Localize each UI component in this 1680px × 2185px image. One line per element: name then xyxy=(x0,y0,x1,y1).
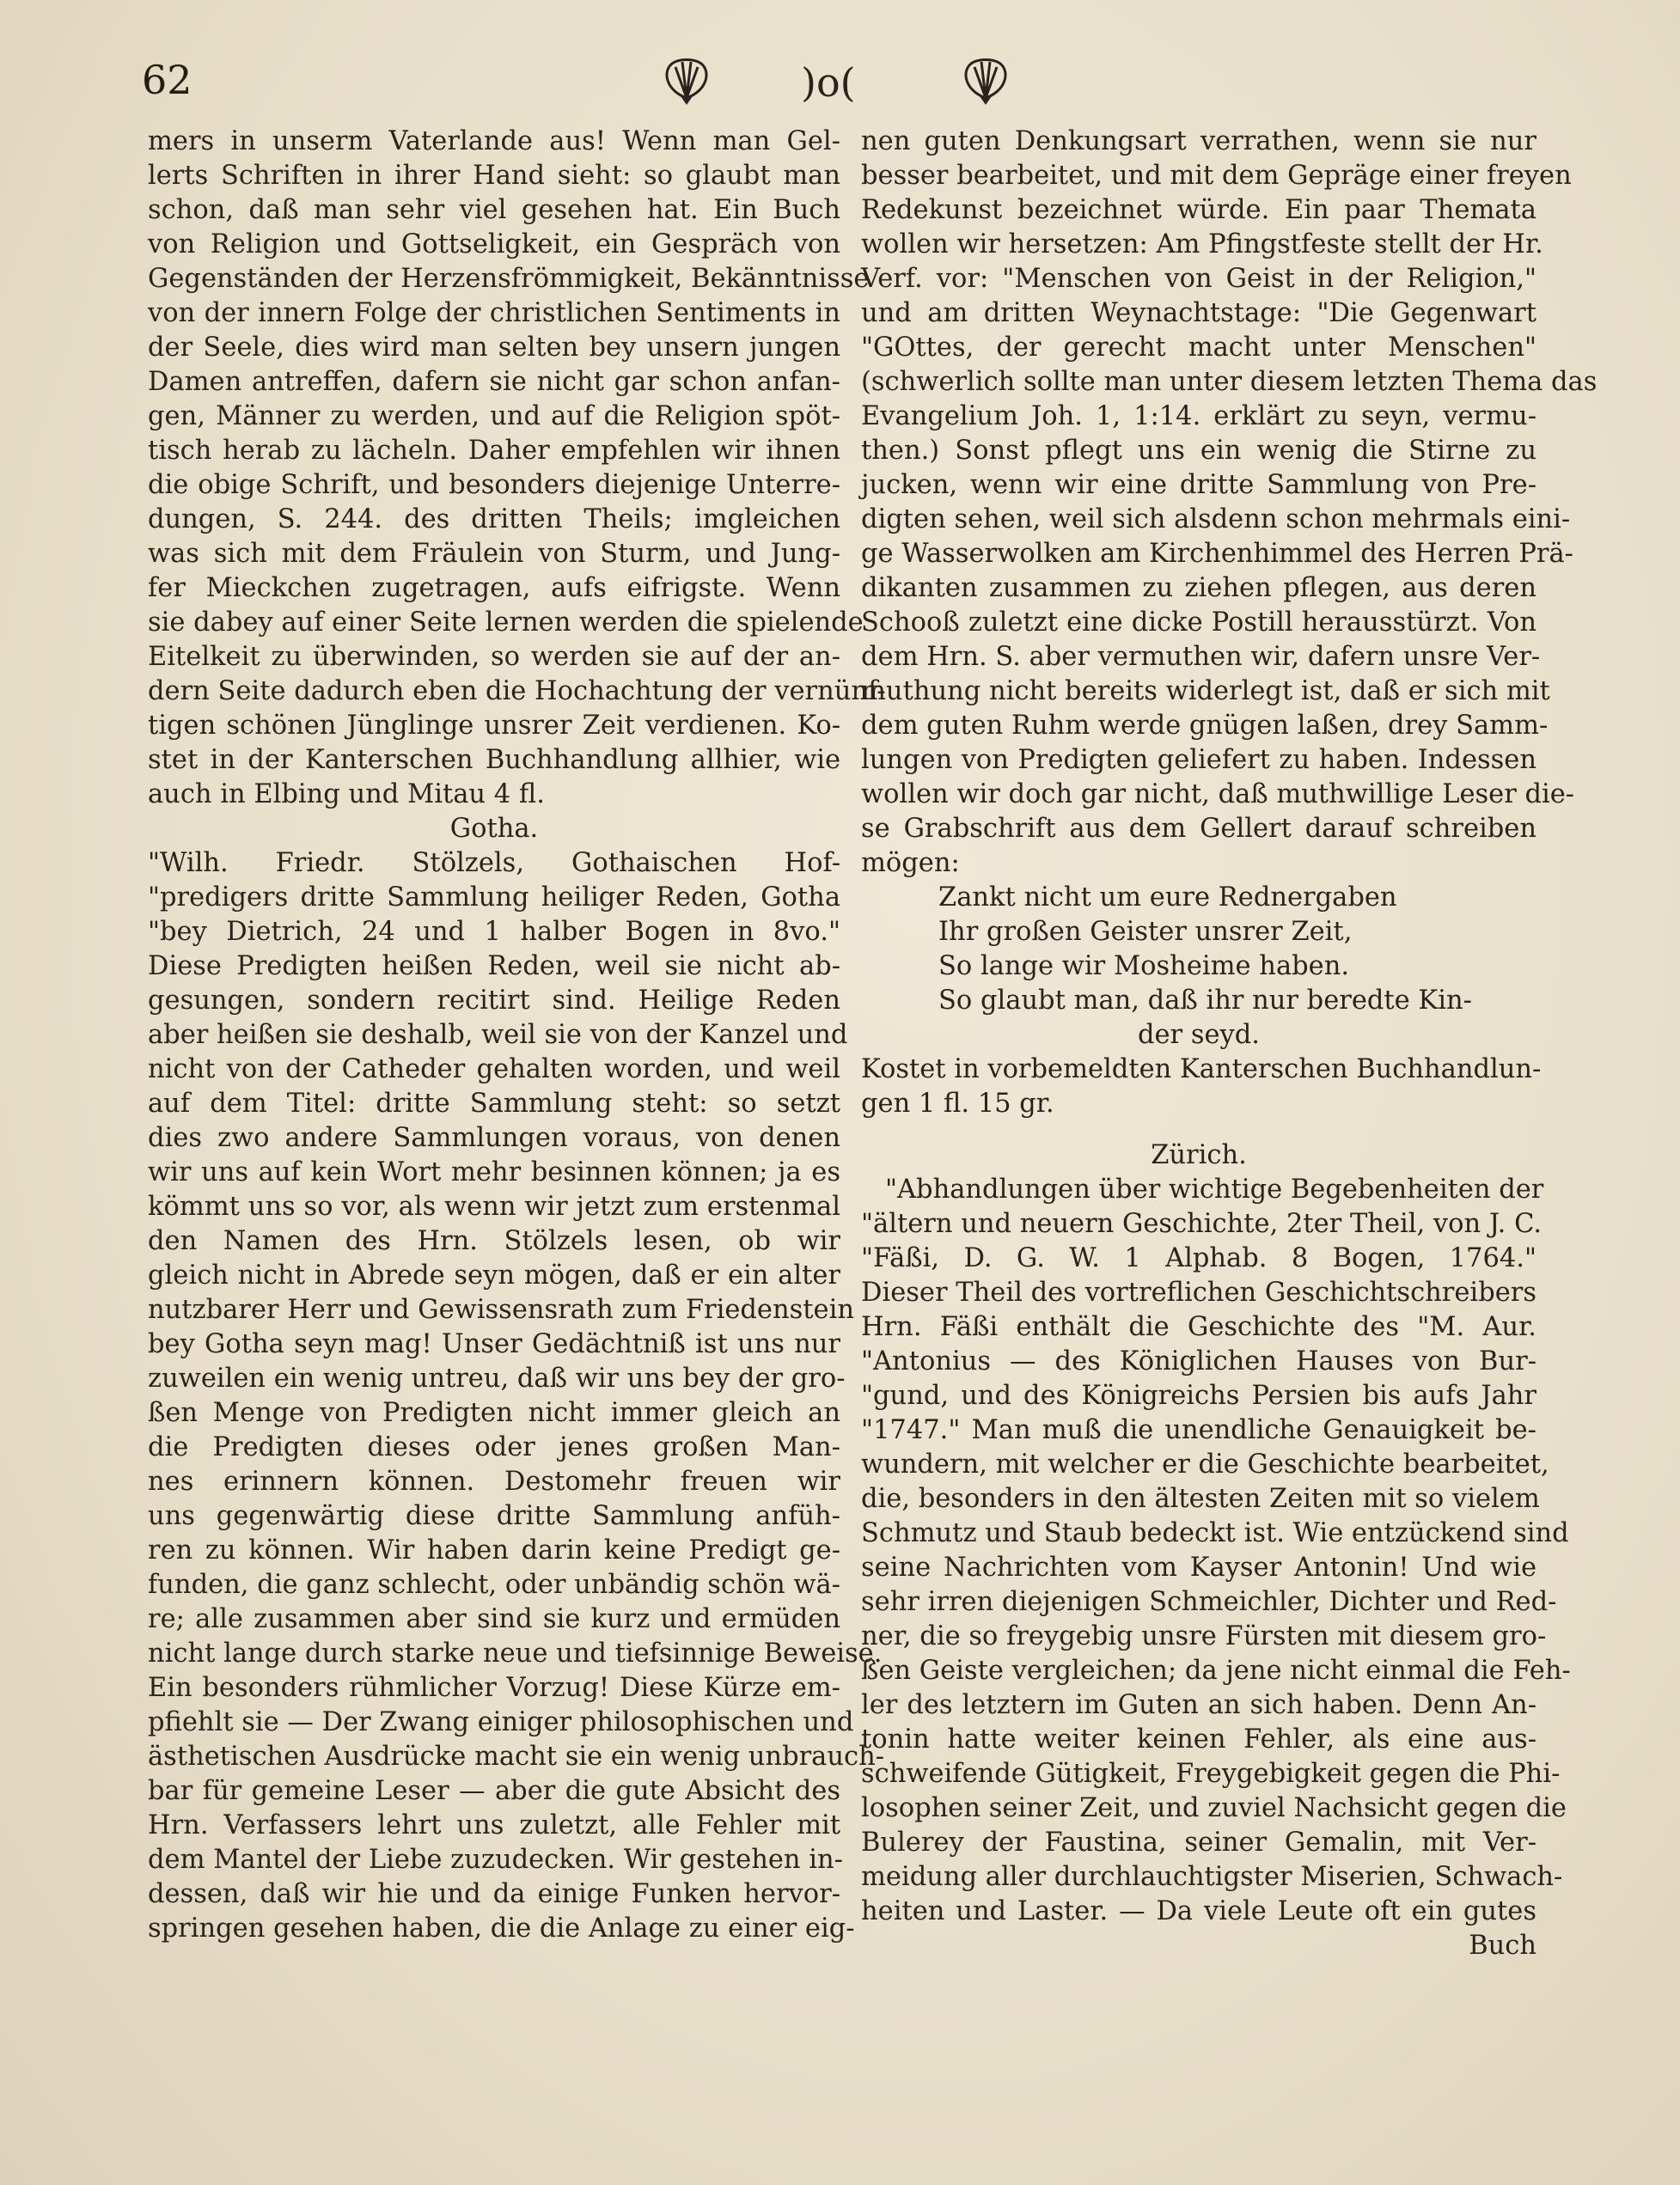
text-line: Eitelkeit zu überwinden, so werden sie auf der an- xyxy=(148,642,840,672)
text-line: Dieser Theil des vortreflichen Geschichtschreibers xyxy=(861,1278,1536,1308)
text-line: von Religion und Gottseligkeit, ein Gespräch von xyxy=(148,229,840,259)
text-line: tigen schönen Jünglinge unsrer Zeit verdienen. Ko- xyxy=(148,711,840,741)
text-line: funden, die ganz schlecht, oder unbändig schön wä- xyxy=(148,1570,840,1600)
poem-line: Zankt nicht um eure Rednergaben xyxy=(938,882,1397,912)
text-line: Gegenständen der Herzensfrömmigkeit, Bekänntnisse xyxy=(148,264,870,294)
text-line: dies zwo andere Sammlungen voraus, von denen xyxy=(148,1123,840,1153)
text-line: fer Mieckchen zugetragen, aufs eifrigste. Wenn xyxy=(148,573,840,603)
text-line: (schwerlich sollte man unter diesem letzten Thema das xyxy=(861,367,1598,397)
text-line: wollen wir hersetzen: Am Pfingstfeste stellt der Hr. xyxy=(861,229,1543,259)
text-line: wir uns auf kein Wort mehr besinnen können; ja es xyxy=(148,1157,840,1187)
text-line: seine Nachrichten vom Kayser Antonin! Und wie xyxy=(861,1553,1536,1583)
text-line: lerts Schriften in ihrer Hand sieht: so glaubt man xyxy=(148,161,840,191)
text-line: Verf. vor: "Menschen von Geist in der Religion," xyxy=(861,264,1536,294)
poem-line: So glaubt man, daß ihr nur beredte Kin- xyxy=(938,986,1472,1016)
text-line: wollen wir doch gar nicht, daß muthwillige Leser die- xyxy=(861,779,1575,809)
left-text-column xyxy=(148,125,886,1946)
center-ornament: )o( xyxy=(801,59,856,106)
text-line: bar für gemeine Leser — aber die gute Absicht des xyxy=(148,1776,840,1806)
text-line: lungen von Predigten geliefert zu haben. Indessen xyxy=(861,745,1536,775)
catchword: Buch xyxy=(1469,1931,1536,1961)
text-line: uns gegenwärtig diese dritte Sammlung anfüh- xyxy=(148,1501,840,1531)
text-line: meidung aller durchlauchtigster Miserien, Schwach- xyxy=(861,1862,1563,1892)
text-line: mögen: xyxy=(861,848,960,878)
poem-line: Ihr großen Geister unsrer Zeit, xyxy=(938,917,1353,947)
text-line: jucken, wenn wir eine dritte Sammlung von Pre- xyxy=(861,470,1536,500)
text-line: besser bearbeitet, und mit dem Gepräge einer freyen xyxy=(861,161,1572,191)
text-line: mers in unserm Vaterlande aus! Wenn man Gel- xyxy=(148,126,840,156)
text-line: Redekunst bezeichnet würde. Ein paar Themata xyxy=(861,195,1536,225)
text-line: Bulerey der Faustina, seiner Gemalin, mit Ver- xyxy=(861,1828,1536,1858)
text-line: dungen, S. 244. des dritten Theils; imgleichen xyxy=(148,504,840,534)
text-line: se Grabschrift aus dem Gellert darauf schreiben xyxy=(861,814,1536,844)
text-line: nutzbarer Herr und Gewissensrath zum Friedenstein xyxy=(148,1295,854,1325)
text-line: nes erinnern können. Destomehr freuen wir xyxy=(148,1467,840,1497)
text-line: Damen antreffen, dafern sie nicht gar schon anfan- xyxy=(148,367,840,397)
text-line: "Wilh. Friedr. Stölzels, Gothaischen Hof- xyxy=(148,848,840,878)
text-line: Diese Predigten heißen Reden, weil sie nicht ab- xyxy=(148,951,840,981)
text-line: "GOttes, der gerecht macht unter Menschen" xyxy=(861,333,1536,363)
text-line: was sich mit dem Fräulein von Sturm, und Jung- xyxy=(148,539,840,569)
text-line: sie dabey auf einer Seite lernen werden die spielende xyxy=(148,607,864,638)
text-line: die, besonders in den ältesten Zeiten mit so vielem xyxy=(861,1484,1540,1514)
text-line: gleich nicht in Abrede seyn mögen, daß er ein alter xyxy=(148,1260,840,1291)
text-line: wundern, mit welcher er die Geschichte bearbeitet, xyxy=(861,1450,1549,1480)
text-line: dem guten Ruhm werde gnügen laßen, drey Samm- xyxy=(861,711,1549,741)
text-line: tisch herab zu lächeln. Daher empfehlen wir ihnen xyxy=(148,436,840,466)
text-line: schweifende Gütigkeit, Freygebigkeit gegen die Phi- xyxy=(861,1759,1561,1789)
text-line: ästhetischen Ausdrücke macht sie ein wenig unbrauch- xyxy=(148,1742,885,1772)
text-line: dem Mantel der Liebe zuzudecken. Wir gestehen in- xyxy=(148,1845,843,1875)
text-line: losophen seiner Zeit, und zuviel Nachsicht gegen die xyxy=(861,1793,1567,1823)
text-line: ßen Geiste vergleichen; da jene nicht einmal die Feh- xyxy=(861,1656,1571,1686)
text-line: "1747." Man muß die unendliche Genauigkeit be- xyxy=(861,1415,1536,1445)
text-line: "bey Dietrich, 24 und 1 halber Bogen in 8vo." xyxy=(148,917,840,947)
text-line: auf dem Titel: dritte Sammlung steht: so setzt xyxy=(148,1089,840,1119)
text-line: und am dritten Weynachtstage: "Die Gegenwart xyxy=(861,298,1536,328)
text-line: stet in der Kanterschen Buchhandlung allhier, wie xyxy=(148,745,840,775)
text-line: muthung nicht bereits widerlegt ist, daß er sich mit xyxy=(861,676,1550,706)
text-line: "Antonius — des Königlichen Hauses von Bur- xyxy=(861,1346,1536,1376)
text-line: bey Gotha seyn mag! Unser Gedächtniß ist uns nur xyxy=(148,1329,840,1359)
text-line: Kostet in vorbemeldten Kanterschen Buchhandlun- xyxy=(861,1054,1542,1084)
section-heading: Gotha. xyxy=(449,814,539,844)
text-line: aber heißen sie deshalb, weil sie von der Kanzel und xyxy=(148,1020,848,1050)
text-line: Schooß zuletzt eine dicke Postill herausstürzt. Von xyxy=(861,607,1536,638)
shell-ornament-left-icon xyxy=(657,53,717,107)
text-line: "Abhandlungen über wichtige Begebenheiten der xyxy=(885,1175,1544,1205)
text-line: ler des letztern im Guten an sich haben. Denn An- xyxy=(861,1690,1536,1720)
text-line: ren zu können. Wir haben darin keine Predigt ge- xyxy=(148,1535,840,1566)
text-line: dern Seite dadurch eben die Hochachtung der vernünf- xyxy=(148,676,886,706)
text-line: Schmutz und Staub bedeckt ist. Wie entzückend sind xyxy=(861,1518,1569,1548)
text-line: schon, daß man sehr viel gesehen hat. Ein Buch xyxy=(148,195,840,225)
text-line: auch in Elbing und Mitau 4 fl. xyxy=(148,779,545,809)
text-line: Hrn. Fäßi enthält die Geschichte des "M. Aur. xyxy=(861,1312,1536,1342)
right-text-column xyxy=(861,125,1598,1963)
text-line: heiten und Laster. — Da viele Leute oft ein gutes xyxy=(861,1896,1536,1926)
text-line: die obige Schrift, und besonders diejenige Unterre- xyxy=(148,470,840,500)
text-line: dikanten zusammen zu ziehen pflegen, aus deren xyxy=(861,573,1536,603)
text-line: gen, Männer zu werden, und auf die Religion spöt- xyxy=(148,401,840,431)
text-line: nicht lange durch starke neue und tiefsinnige Beweise. xyxy=(148,1639,883,1669)
text-line: kömmt uns so vor, als wenn wir jetzt zum erstenmal xyxy=(148,1192,840,1222)
text-line: ßen Menge von Predigten nicht immer gleich an xyxy=(148,1398,840,1428)
text-line: den Namen des Hrn. Stölzels lesen, ob wir xyxy=(148,1226,840,1256)
poem-line: So lange wir Mosheime haben. xyxy=(938,951,1350,981)
text-line: von der innern Folge der christlichen Sentiments in xyxy=(148,298,840,328)
text-line: dessen, daß wir hie und da einige Funken hervor- xyxy=(148,1879,840,1909)
poem-line: der seyd. xyxy=(1137,1020,1260,1050)
text-line: Hrn. Verfassers lehrt uns zuletzt, alle Fehler mit xyxy=(148,1810,840,1840)
text-line: pfiehlt sie — Der Zwang einiger philosophischen und xyxy=(148,1707,854,1737)
text-line: "predigers dritte Sammlung heiliger Reden, Gotha xyxy=(148,882,840,912)
text-line: re; alle zusammen aber sind sie kurz und ermüden xyxy=(148,1604,840,1634)
page-number: 62 xyxy=(142,57,192,103)
page-header xyxy=(0,53,1680,113)
text-line: dem Hrn. S. aber vermuthen wir, dafern unsre Ver- xyxy=(861,642,1541,672)
text-line: "Fäßi, D. G. W. 1 Alphab. 8 Bogen, 1764." xyxy=(861,1243,1536,1273)
text-line: digten sehen, weil sich alsdenn schon mehrmals eini- xyxy=(861,504,1571,534)
shell-ornament-right-icon xyxy=(956,53,1016,107)
text-line: gesungen, sondern recitirt sind. Heilige Reden xyxy=(148,986,840,1016)
text-line: "ältern und neuern Geschichte, 2ter Theil, von J. C. xyxy=(861,1209,1543,1239)
text-line: nicht von der Catheder gehalten worden, und weil xyxy=(148,1054,840,1084)
text-line: tonin hatte weiter keinen Fehler, als eine aus- xyxy=(861,1724,1536,1755)
text-line: sehr irren diejenigen Schmeichler, Dichter und Red- xyxy=(861,1587,1557,1617)
text-line: "gund, und des Königreichs Persien bis aufs Jahr xyxy=(861,1381,1536,1411)
text-line: Ein besonders rühmlicher Vorzug! Diese Kürze em- xyxy=(148,1673,840,1703)
text-line: springen gesehen haben, die die Anlage zu einer eig- xyxy=(148,1913,855,1944)
text-line: die Predigten dieses oder jenes großen Man- xyxy=(148,1432,840,1462)
section-spacer xyxy=(861,1121,1536,1138)
text-line: ge Wasserwolken am Kirchenhimmel des Herren Prä- xyxy=(861,539,1573,569)
text-line: gen 1 fl. 15 gr. xyxy=(861,1089,1054,1119)
text-line: nen guten Denkungsart verrathen, wenn sie nur xyxy=(861,126,1536,156)
text-line: then.) Sonst pflegt uns ein wenig die Stirne zu xyxy=(861,436,1536,466)
text-line: zuweilen ein wenig untreu, daß wir uns bey der gro- xyxy=(148,1364,846,1394)
section-heading: Zürich. xyxy=(1151,1140,1247,1170)
text-line: Evangelium Joh. 1, 1:14. erklärt zu seyn, vermu- xyxy=(861,401,1536,431)
text-line: der Seele, dies wird man selten bey unsern jungen xyxy=(148,333,840,363)
text-line: ner, die so freygebig unsre Fürsten mit diesem gro- xyxy=(861,1621,1547,1651)
